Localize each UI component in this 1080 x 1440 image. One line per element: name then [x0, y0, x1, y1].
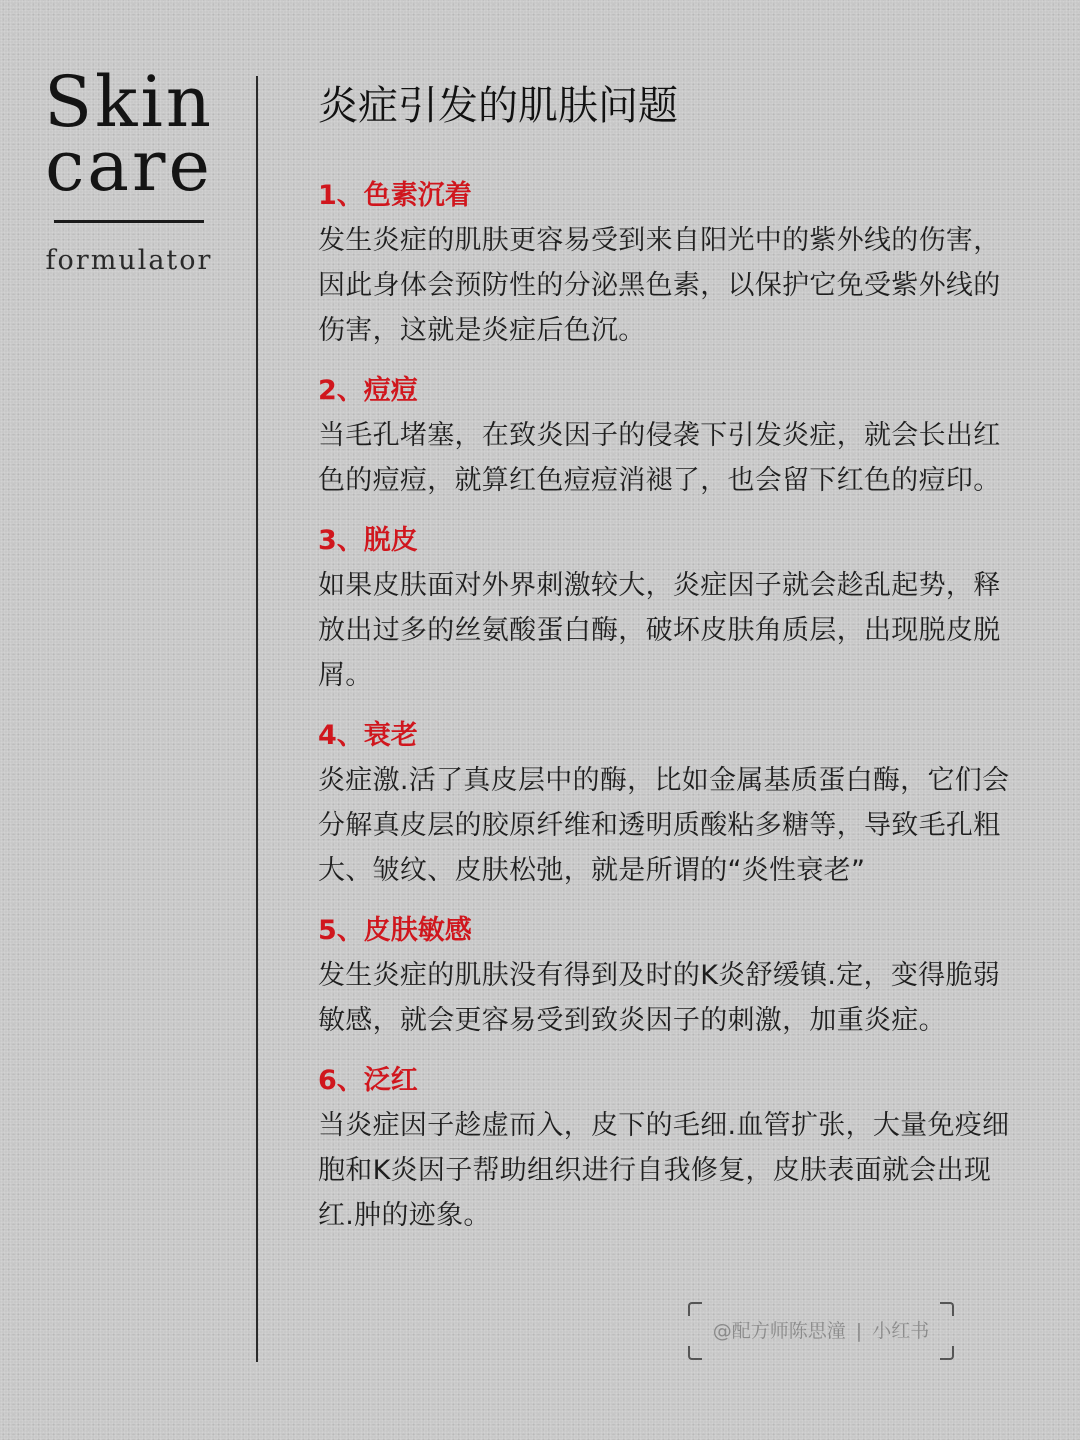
page-title: 炎症引发的肌肤问题	[318, 83, 678, 129]
watermark-platform: 小红书	[872, 1320, 930, 1342]
brand-line-care: care	[45, 125, 213, 207]
section-heading: 4、衰老	[318, 720, 418, 751]
brand-subtitle: formulator	[45, 245, 213, 276]
corner-bracket-icon	[688, 1302, 702, 1316]
section-heading: 1、色素沉着	[318, 180, 472, 211]
section-body: 发生炎症的肌肤没有得到及时的K炎舒缓镇.定，变得脆弱敏感，就会更容易受到致炎因子的刺激，加重炎症。	[318, 960, 1001, 1036]
section-body: 当炎症因子趁虚而入，皮下的毛细.血管扩张，大量免疫细胞和K炎因子帮助组织进行自我修复，皮肤表面就会出现红.肿的迹象。	[318, 1110, 1010, 1231]
corner-bracket-icon	[940, 1346, 954, 1360]
section-redness	[318, 1061, 1018, 1238]
watermark	[688, 1302, 954, 1360]
section-body: 如果皮肤面对外界刺激较大，炎症因子就会趁乱起势，释放出过多的丝氨酸蛋白酶，破坏皮肤角质层，出现脱皮脱屑。	[318, 570, 1001, 691]
section-body: 当毛孔堵塞，在致炎因子的侵袭下引发炎症，就会长出红色的痘痘，就算红色痘痘消褪了，也会留下红色的痘印。	[318, 420, 1001, 496]
section-acne	[318, 371, 1018, 503]
brand-line-skin: Skin	[44, 61, 214, 143]
section-heading: 3、脱皮	[318, 525, 418, 556]
section-body: 发生炎症的肌肤更容易受到来自阳光中的紫外线的伤害，因此身体会预防性的分泌黑色素，以保护它免受紫外线的伤害，这就是炎症后色沉。	[318, 225, 1001, 346]
section-heading: 6、泛红	[318, 1065, 418, 1096]
corner-bracket-icon	[688, 1346, 702, 1360]
watermark-author: @配方师陈思潼	[712, 1320, 846, 1342]
section-heading: 2、痘痘	[318, 375, 418, 406]
watermark-separator: |	[855, 1320, 863, 1342]
section-peeling	[318, 521, 1018, 698]
section-heading: 5、皮肤敏感	[318, 915, 472, 946]
brand-rule	[54, 220, 204, 223]
section-aging	[318, 716, 1018, 893]
corner-bracket-icon	[940, 1302, 954, 1316]
brand-logo	[44, 61, 214, 276]
section-sensitivity	[318, 911, 1018, 1043]
watermark-text	[688, 1316, 954, 1346]
section-pigmentation	[318, 176, 1018, 353]
vertical-divider	[256, 76, 258, 1362]
section-body: 炎症激.活了真皮层中的酶，比如金属基质蛋白酶，它们会分解真皮层的胶原纤维和透明质酸粘多糖等，导致毛孔粗大、皱纹、皮肤松弛，就是所谓的“炎性衰老”	[318, 765, 1010, 886]
main-content	[318, 78, 1018, 1256]
